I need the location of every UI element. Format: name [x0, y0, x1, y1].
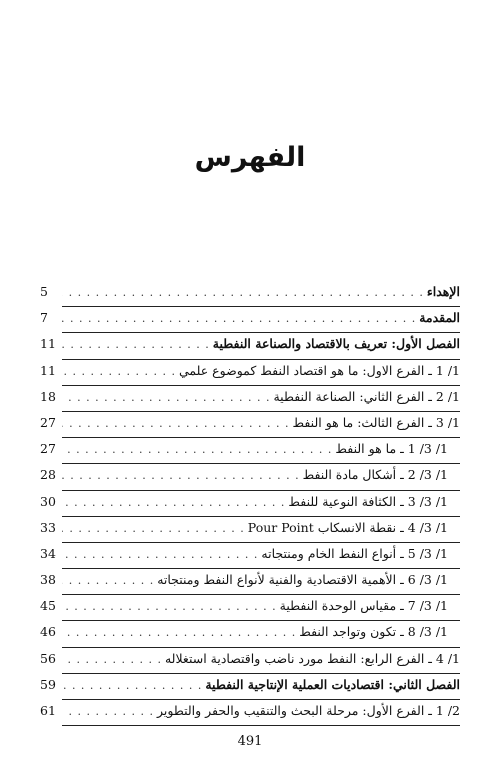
toc-entry-title: 1/ 3/ 6 ـ الأهمية الاقتصادية والفنية لأنواع النفط ومنتجاته [157, 572, 448, 588]
dot-leader [62, 286, 424, 299]
toc-entry-page: 33 [40, 519, 56, 535]
dot-leader [62, 469, 300, 482]
toc-entry-line [62, 336, 460, 351]
toc-entry [40, 307, 460, 333]
toc-entry-title: 1/ 2 ـ الفرع الثاني: الصناعة النفطية [273, 388, 460, 404]
toc-entry-page: 11 [40, 362, 56, 378]
toc-entry-line [62, 284, 460, 299]
toc-entry-page: 59 [40, 676, 56, 692]
toc-entry [40, 595, 460, 621]
toc-entry-title: 1/ 3/ 1 ـ ما هو النفط [335, 441, 448, 457]
row-rule [62, 725, 460, 726]
toc-entry [40, 700, 460, 726]
toc-entry [40, 412, 460, 438]
toc-entry-line [62, 467, 448, 482]
toc-entry-page: 11 [40, 336, 56, 352]
toc-entry-line [62, 598, 448, 613]
toc-entry [40, 491, 460, 517]
toc-entry-page: 30 [40, 493, 56, 509]
toc-entry [40, 517, 460, 543]
dot-leader [62, 600, 277, 613]
toc-entry-page: 38 [40, 572, 56, 588]
toc-entry-line [62, 310, 460, 325]
dot-leader [62, 496, 285, 509]
toc-entry-page: 18 [40, 388, 56, 404]
toc-entry-page: 61 [40, 703, 56, 718]
toc-entry-title: 1/ 3/ 7 ـ مقياس الوحدة النفطية [279, 598, 448, 614]
toc-entry-title: 1/ 3/ 3 ـ الكثافة النوعية للنفط [288, 493, 448, 509]
toc-entry [40, 386, 460, 412]
dot-leader [62, 443, 332, 456]
toc-entry-page: 56 [40, 650, 56, 666]
toc-entry [40, 674, 460, 700]
dot-leader [62, 417, 289, 430]
dot-leader [62, 574, 154, 587]
toc-entry-line [62, 494, 448, 509]
dot-leader [62, 548, 258, 561]
toc-entry [40, 648, 460, 674]
toc-entry-title: 1/ 3/ 8 ـ تكون وتواجد النفط [299, 624, 448, 640]
dot-leader [62, 365, 176, 378]
toc-entry-line [62, 415, 460, 430]
toc-entry-line [62, 363, 460, 378]
toc-entry [40, 333, 460, 359]
toc-entry-line [62, 520, 448, 535]
toc-entry-page: 46 [40, 624, 56, 640]
toc-entry [40, 621, 460, 647]
toc-entry-page: 7 [40, 310, 48, 326]
toc-entry-line [62, 651, 460, 666]
toc-entry-title: 1/ 3 ـ الفرع الثالث: ما هو النفط [292, 414, 460, 430]
toc-entry-title: الإهداء [426, 284, 460, 299]
dot-leader [62, 338, 210, 351]
toc-entry-title: المقدمة [419, 310, 460, 326]
dot-leader [62, 705, 154, 718]
toc-entry-title: 1/ 4 ـ الفرع الرابع: النفط مورد ناضب واقتصادية استغلاله [164, 650, 460, 666]
toc-entry [40, 438, 460, 464]
toc-entry-page: 45 [40, 598, 56, 614]
toc-entry-page: 5 [40, 284, 48, 299]
dot-leader [62, 653, 162, 666]
toc-entry-title: الفصل الثاني: اقتصاديات العملية الإنتاجية النفطية [205, 676, 460, 692]
dot-leader [62, 522, 245, 535]
toc-entry-page: 27 [40, 414, 56, 430]
toc-entry-page: 27 [40, 441, 56, 457]
toc-entry-line [62, 624, 448, 639]
toc-entry-title: 1/ 1 ـ الفرع الاول: ما هو اقتصاد النفط كموضوع علمي [178, 362, 460, 378]
toc-entry-line [62, 703, 460, 718]
dot-leader [62, 391, 270, 404]
toc-entry-line [62, 389, 460, 404]
toc-entry-title: 2/ 1 ـ الفرع الأول: مرحلة البحث والتنقيب والحفر والتطوير [156, 703, 460, 718]
toc-entry [40, 569, 460, 595]
toc-entry-line [62, 572, 448, 587]
toc-entry [40, 543, 460, 569]
dot-leader [62, 626, 296, 639]
toc-entry [40, 281, 460, 307]
toc-entry-title: 1/ 3/ 4 ـ نقطة الانسكاب Pour Point [247, 519, 448, 535]
toc-entry-page: 28 [40, 467, 56, 483]
page-title: الفهرس [194, 142, 306, 173]
toc-entry [40, 464, 460, 490]
toc-entry-line [62, 677, 460, 692]
toc-entry-title: 1/ 3/ 2 ـ أشكال مادة النفط [302, 467, 448, 483]
dot-leader [62, 679, 202, 692]
table-of-contents [40, 281, 460, 726]
page-number: 491 [237, 734, 263, 749]
toc-entry-line [62, 546, 448, 561]
toc-entry-page: 34 [40, 545, 56, 561]
toc-entry-title: الفصل الأول: تعريف بالاقتصاد والصناعة النفطية [212, 336, 460, 352]
toc-entry-title: 1/ 3/ 5 ـ أنواع النفط الخام ومنتجاته [261, 545, 448, 561]
dot-leader [62, 312, 416, 325]
toc-entry-line [62, 441, 448, 456]
toc-entry [40, 360, 460, 386]
